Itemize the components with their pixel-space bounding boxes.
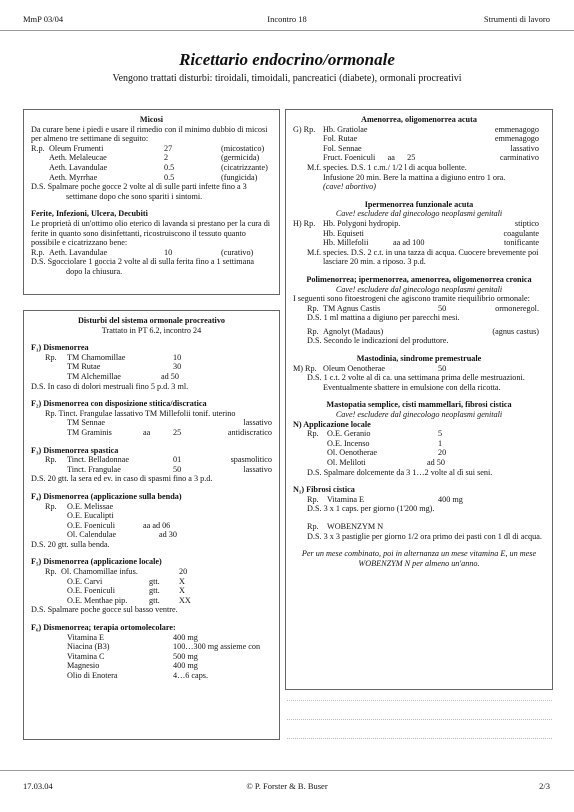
f6-row: Magnesio 400 mg (67, 661, 198, 671)
f4-row: O.E. Foeniculi aa ad 06 (67, 520, 171, 530)
micosi-row: R.p. Oleum Frumenti 27 (micostatico) (31, 143, 265, 153)
micosi-ds: D.S. Spalmare poche gocce 2 volte al dì sulle parti infette fino a 3 settimane dopo che sono spariti i sintomi. (31, 182, 247, 201)
mastopatia-ds: D.S. Spalmare dolcemente da 3 1…2 volte al dì sui seni. (307, 467, 493, 477)
footer-page: 2/3 (539, 781, 550, 791)
mastopatia-row: Ol. Meliloti ad 50 (327, 458, 445, 467)
f1-row: TM Alchemillae ad 50 (67, 371, 179, 381)
f6-row: Vitamina C 500 mg (67, 651, 198, 661)
polimenorrea-ds2: D.S. Secondo le indicazioni del produttore. (307, 336, 449, 346)
f2-label: F₂) Dismenorrea con disposizione stitica/discratica (31, 399, 207, 409)
page-title: Ricettario endocrino/ormonale (179, 50, 395, 69)
f1-label: F₁) Dismenorrea (31, 343, 89, 353)
header-left: MmP 03/04 (23, 14, 64, 24)
f5-row: O.E. Menthae pip. gtt. XX (67, 595, 191, 605)
amenorrea-warn: (cave! abortivo) (323, 182, 376, 192)
mastopatia-row: Rp. O.E. Geranio 5 (307, 429, 443, 439)
f5-row: Rp. Ol. Chamomillae infus. 20 (45, 567, 188, 577)
f2-row: TM Graminis aa 25 antidiscratico (67, 427, 272, 437)
fibrosi-note: Per un mese combinato, poi in alternanza un mese vitamina E, un mese WOBENZYM N per almeno un'anno. (301, 549, 537, 568)
mastopatia-row: Ol. Oenotherae 20 (327, 448, 447, 458)
mastodinia-row: M) Rp. Oleum Oenotherae 50 (293, 363, 447, 373)
mastopatia-title: Mastopatia semplice, cisti mammellari, fibrosi cistica (326, 400, 512, 410)
f2-r1: Rp. Tinct. Frangulae lassativo TM Millefolii tonif. uterino (45, 408, 236, 418)
f6-row: Niacina (B3) 100…300 mg assieme con (67, 642, 261, 652)
f4-ds: D.S. 20 gtt. sulla benda. (31, 539, 110, 549)
page-subtitle: Vengono trattati disturbi: tiroidali, timoidali, pancreatici (diabete), ormonali procreativi (112, 73, 462, 84)
footer-divider (0, 770, 574, 771)
micosi-row: Aeth. Myrrhae 0.5 (fungicida) (49, 172, 258, 182)
f4-row: O.E. Eucalipti (67, 511, 114, 521)
dotted-line (287, 700, 552, 701)
f6-row: Olio di Enotera 4…6 caps. (67, 671, 209, 680)
f6-label: F₆) Dismenorrea; terapia ortomolecolare: (31, 623, 176, 633)
f1-row: Rp. TM Chamomillae 10 (45, 352, 182, 362)
polimenorrea-intro: I seguenti sono fitoestrogeni che agiscono tramite riequilibrio ormonale: (293, 294, 530, 304)
amenorrea-row: Fruct. Foeniculi aa 25 carminativo (323, 153, 539, 163)
footer-copyright: © P. Forster & B. Buser (246, 781, 328, 791)
ormonale-title: Disturbi del sistema ormonale procreativo (77, 316, 226, 325)
amenorrea-title: Amenorrea, oligomenorrea acuta (361, 115, 477, 124)
mastodinia-title: Mastodinia, sindrome premestruale (356, 354, 482, 364)
header-center: Incontro 18 (267, 14, 307, 24)
ferite-intro: Le proprietà di un'ottimo olio eterico di lavanda si prestano per la cura di ferite in quanto sono disinfettanti, ricostruiscono il tessuto quanto possibile e cicatrizzano bene: (31, 218, 271, 248)
dotted-line (287, 738, 552, 739)
fibrosi-row: Rp. WOBENZYM N (307, 521, 384, 531)
ferite-row: R.p. Aeth. Lavandulae 10 (curativo) (31, 247, 254, 257)
fibrosi-ds2: D.S. 3 x 3 pastiglie per giorno 1/2 ora primo dei pasti con 1 dl di acqua. (307, 531, 542, 541)
ipermenorrea-ms: M.f. species. D.S. 2 c.t. in una tazza di acqua. Cuocere brevemente poi lasciare 20 min. a riposo. 3 p.d. (307, 247, 539, 267)
mastopatia-row: O.E. Incenso 1 (327, 438, 443, 448)
f3-label: F₃) Dismenorrea spastica (31, 445, 119, 455)
fibrosi-row: Rp. Vitamina E 400 mg (307, 494, 463, 504)
mastopatia-n1: N₁) Fibrosi cistica (293, 485, 355, 495)
ferite-title: Ferite, Infezioni, Ulcera, Decubiti (31, 209, 148, 219)
amenorrea-ms2: Infusione 20 min. Bere la mattina a digiuno entro 1 ora. (323, 172, 506, 182)
f6-row: Vitamina E 400 mg (67, 632, 198, 642)
ipermenorrea-title: Ipermenorrea funzionale acuta (364, 199, 474, 209)
ormonale-box (23, 310, 280, 740)
micosi-box (23, 109, 280, 295)
micosi-row: Aeth. Lavandulae 0.5 (cicatrizzante) (49, 162, 268, 172)
f5-label: F₅) Dismenorrea (applicazione locale) (31, 557, 162, 567)
micosi-title: Micosi (139, 115, 164, 124)
f3-row: Rp. Tinct. Belladonnae 01 spasmolitico (45, 455, 272, 465)
mastodinia-ds: D.S. 1 c.t. 2 volte al dì ca. una settimana prima delle mestruazioni. Eventualmente sbattere in emulsione con della ricotta. (307, 373, 525, 392)
ipermenorrea-cave: Cave! escludere dal ginecologo neoplasmi genitali (335, 209, 503, 219)
amenorrea-row: Fol. Rutae emmenagogo (323, 134, 539, 144)
ipermenorrea-row: Hb. Millefolii aa ad 100 tonificante (323, 238, 539, 248)
fibrosi-ds1: D.S. 3 x 1 caps. per giorno (1'200 mg). (307, 504, 435, 514)
ferite-ds: D.S. Sgocciolare 1 goccia 2 volte al dì sulla ferita fino a 1 settimana dopo la chiusura. (31, 257, 255, 276)
amenorrea-ms: M.f. species. D.S. 1 c.m./ 1/2 l di acqua bollente. (307, 162, 467, 172)
f1-ds: D.S. In caso di dolori mestruali fino 5 p.d. 3 ml. (31, 381, 189, 391)
polimenorrea-ds1: D.S. 1 ml mattina a digiuno per parecchi mesi. (307, 313, 460, 323)
amenorrea-row: Fol. Sennae lassativo (323, 143, 539, 153)
f4-label: F₄) Dismenorrea (applicazione sulla benda) (31, 491, 182, 501)
f4-row: Ol. Calendulae ad 30 (67, 530, 177, 540)
footer-date: 17.03.04 (23, 781, 53, 791)
micosi-row: Aeth. Melaleucae 2 (germicida) (49, 153, 260, 163)
mastopatia-n: N) Applicazione locale (293, 419, 371, 429)
f2-row: TM Sennae lassativo (67, 418, 272, 428)
f4-row: Rp. O.E. Melissae (45, 501, 114, 511)
ormonale-ref: Trattato in PT 6.2, incontro 24 (101, 325, 202, 335)
ipermenorrea-row: H) Rp. Hb. Polygoni hydropip. stiptico (293, 218, 539, 228)
mastopatia-cave: Cave! escludere dal ginecologo neoplasmi genitali (335, 410, 503, 420)
header-right: Strumenti di lavoro (483, 14, 550, 24)
f5-row: O.E. Foeniculi gtt. X (67, 586, 185, 596)
f5-row: O.E. Carvi gtt. X (67, 576, 185, 586)
f1-row: TM Rutae 30 (67, 362, 182, 372)
polimenorrea-row: Rp. Agnolyt (Madaus) (agnus castus) (307, 326, 539, 336)
micosi-intro: Da curare bene i piedi e usare il rimedio con il minimo dubbio di micosi per almeno tre settimane di seguito: (31, 124, 268, 144)
f5-ds: D.S. Spalmare poche gocce sul basso ventre. (31, 605, 178, 615)
f3-ds: D.S. 20 gtt. la sera ed ev. in caso di spasmi fino a 3 p.d. (31, 474, 213, 484)
f3-row: Tinct. Frangulae 50 lassativo (67, 464, 272, 474)
polimenorrea-cave: Cave! escludere dal ginecologo neoplasmi genitali (335, 284, 503, 294)
ipermenorrea-row: Hb. Equiseti coagulante (323, 228, 539, 238)
amenorrea-row: G) Rp. Hb. Gratiolae emmenagogo (293, 124, 539, 134)
polimenorrea-title: Polimenorrea; ipermenorrea, amenorrea, oligomenorrea cronica (306, 274, 532, 284)
dotted-line (287, 719, 552, 720)
right-box (285, 109, 553, 690)
polimenorrea-row: Rp. TM Agnus Castis 50 ormoneregol. (307, 303, 539, 313)
header-divider (0, 30, 574, 31)
